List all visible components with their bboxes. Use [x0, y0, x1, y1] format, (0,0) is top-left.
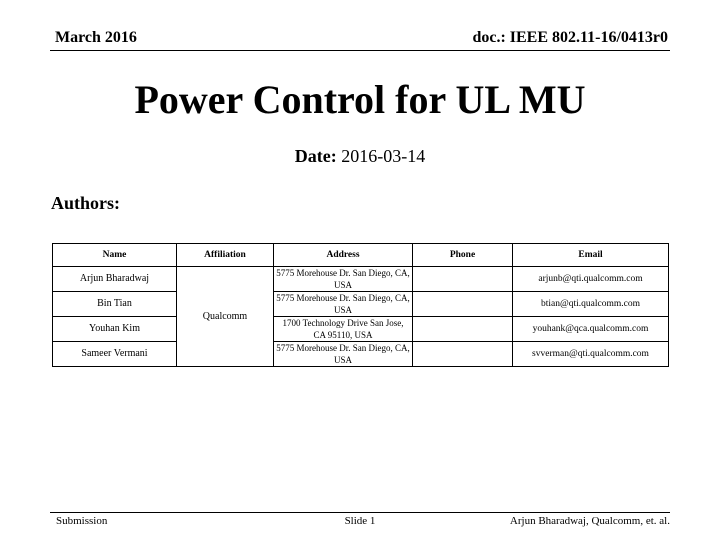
footer-author: Arjun Bharadwaj, Qualcomm, et. al.: [509, 515, 670, 527]
date-line: [0, 146, 720, 167]
author-name: Arjun Bharadwaj: [53, 267, 177, 292]
author-name: Sameer Vermani: [53, 342, 177, 367]
column-header-name: Name: [53, 244, 177, 267]
table-header-row: [53, 244, 669, 267]
column-header-affiliation: Affiliation: [177, 244, 274, 267]
author-affiliation: Qualcomm: [177, 267, 274, 367]
header-date: March 2016: [55, 29, 137, 46]
slide-title: Power Control for UL MU: [134, 77, 586, 122]
column-header-address: Address: [274, 244, 413, 267]
author-email: youhank@qca.qualcomm.com: [513, 317, 669, 342]
author-phone: [413, 292, 513, 317]
author-name: Bin Tian: [53, 292, 177, 317]
author-email: btian@qti.qualcomm.com: [513, 292, 669, 317]
author-email: arjunb@qti.qualcomm.com: [513, 267, 669, 292]
table-row: [53, 342, 669, 367]
table-row: [53, 292, 669, 317]
author-address: 5775 Morehouse Dr. San Diego, CA, USA: [274, 292, 413, 317]
header-divider: [50, 50, 670, 51]
author-email: svverman@qti.qualcomm.com: [513, 342, 669, 367]
header-doc-id: doc.: IEEE 802.11-16/0413r0: [472, 29, 668, 46]
author-phone: [413, 267, 513, 292]
table-row: [53, 317, 669, 342]
authors-label: Authors:: [51, 193, 121, 213]
author-address: 5775 Morehouse Dr. San Diego, CA, USA: [274, 267, 413, 292]
column-header-email: Email: [513, 244, 669, 267]
author-name: Youhan Kim: [53, 317, 177, 342]
date-label: Date:: [294, 146, 337, 166]
footer-slide-number: Slide 1: [344, 515, 376, 527]
author-address: 5775 Morehouse Dr. San Diego, CA, USA: [274, 342, 413, 367]
column-header-phone: Phone: [413, 244, 513, 267]
author-phone: [413, 317, 513, 342]
footer-submission: Submission: [56, 515, 108, 527]
footer-divider: [50, 512, 670, 513]
date-value: 2016-03-14: [341, 146, 426, 166]
author-address: 1700 Technology Drive San Jose, CA 95110, USA: [274, 317, 413, 342]
author-phone: [413, 342, 513, 367]
authors-table: [52, 243, 669, 367]
table-row: [53, 267, 669, 292]
